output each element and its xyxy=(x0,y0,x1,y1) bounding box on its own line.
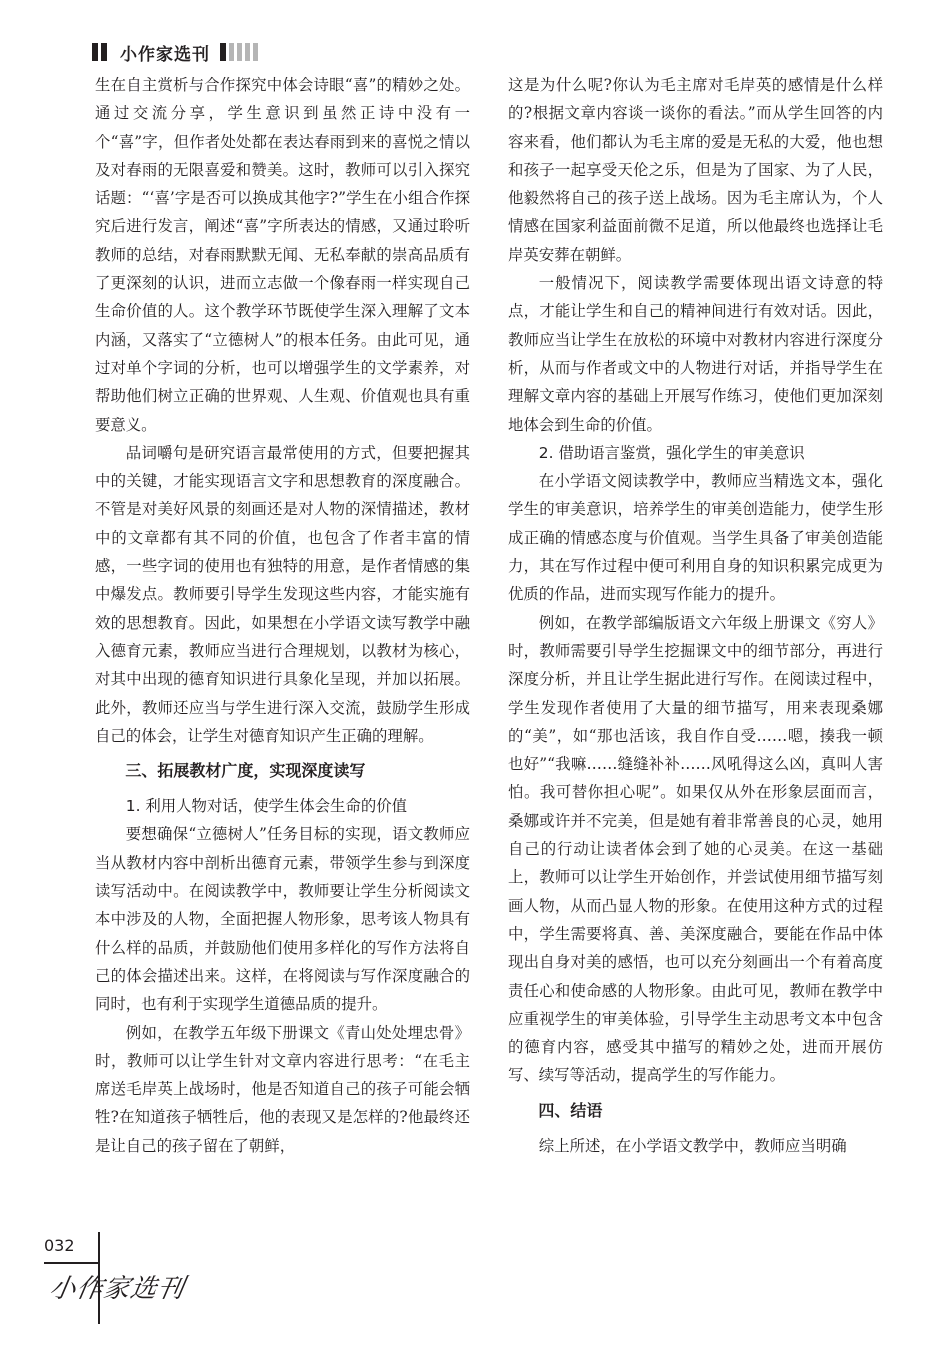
header-bar xyxy=(220,43,226,61)
running-header xyxy=(92,40,271,64)
paragraph: 品词嚼句是研究语言最常使用的方式，但要把握其中的关键，才能实现语言文字和思想教育的深度融合。不管是对美好风景的刻画还是对人物的深情描述，教材中的文章都有其不同的价值，也包含了作者丰富的情感，一些字词的使用也有独特的用意，是作者情感的集中爆发点。教师要引导学生发现这些内容，才能实施有效的思想教育。因此，如果想在小学语文读写教学中融入德育元素，教师应当进行合理规划，以教材为核心，对其中出现的德育知识进行具象化呈现，并加以拓展。此外，教师还应当与学生进行深入交流，鼓励学生形成自己的体会，让学生对德育知识产生正确的理解。 xyxy=(95,443,470,745)
subsection-heading: 1. 利用人物对话，使学生体会生命的价值 xyxy=(125,797,408,816)
paragraph: 例如，在教学五年级下册课文《青山处处埋忠骨》时，教师可以让学生针对文章内容进行思考：“在毛主席送毛岸英上战场时，他是否知道自己的孩子可能会牺牲?在知道孩子牺牲后，他的表现又是怎样的?他最终还是让自己的孩子留在了朝鲜， xyxy=(95,1023,470,1155)
header-bar xyxy=(237,43,242,61)
footer-rule xyxy=(44,1262,100,1264)
header-bar xyxy=(229,43,234,61)
header-bar xyxy=(253,43,258,61)
paragraph: 在小学语文阅读教学中，教师应当精选文本，强化学生的审美意识，培养学生的审美创造能力，使学生形成正确的情感态度与价值观。当学生具备了审美创造能力，其在写作过程中便可利用自身的知识积累完成更为优质的作品，进而实现写作能力的提升。 xyxy=(508,472,883,604)
paragraph: 生在自主赏析与合作探究中体会诗眼“喜”的精妙之处。通过交流分享，学生意识到虽然正诗中没有一个“喜”字，但作者处处都在表达春雨到来的喜悦之情以及对春雨的无限喜爱和赞美。这时，教师可以引入探究话题：“‘喜’字是否可以换成其他字?”学生在小组合作探究后进行发言，阐述“喜”字所表达的情感，又通过聆听教师的总结，对春雨默默无闻、无私奉献的崇高品质有了更深刻的认识，进而立志做一个像春雨一样实现自己生命价值的人。这个教学环节既使学生深入理解了文本内涵，又落实了“立德树人”的根本任务。由此可见，通过对单个字词的分析，也可以增强学生的文学素养，对帮助他们树立正确的世界观、人生观、价值观也具有重要意义。 xyxy=(95,76,470,434)
subsection-heading: 2. 借助语言鉴赏，强化学生的审美意识 xyxy=(538,443,805,462)
page-number: 032 xyxy=(44,1236,75,1255)
section-heading: 三、拓展教材广度，实现深度读写 xyxy=(125,761,366,781)
header-bars-right xyxy=(220,43,261,61)
section-heading: 四、结语 xyxy=(538,1100,603,1120)
right-column xyxy=(508,71,883,1160)
header-bar xyxy=(101,43,107,61)
paragraph: 综上所述，在小学语文教学中，教师应当明确 xyxy=(538,1136,847,1155)
paragraph: 例如，在教学部编版语文六年级上册课文《穷人》时，教师需要引导学生挖掘课文中的细节部分，再进行深度分析，并且让学生据此进行写作。在阅读过程中，学生发现作者使用了大量的细节描写，用来表现桑娜的“美”，如“那也活该，我自作自受……嗯，揍我一顿也好”“我嘛……缝缝补补……风吼得这么凶，真叫人害怕。我可替你担心呢”。如果仅从外在形象层面而言，桑娜或许并不完美，但是她有着非常善良的心灵，她用自己的行动让读者体会到了她的心灵美。在这一基础上，教师可以让学生开始创作，并尝试使用细节描写刻画人物，从而凸显人物的形象。在使用这种方式的过程中，学生需要将真、善、美深度融合，要能在作品中体现出自身对美的感悟，也可以充分刻画出一个有着高度责任心和使命感的人物形象。由此可见，教师在教学中应重视学生的审美体验，引导学生主动思考文本中包含的德育内容，感受其中描写的精妙之处，进而开展仿写、续写等活动，提高学生的写作能力。 xyxy=(508,613,883,1085)
header-bars-left xyxy=(92,43,110,61)
paragraph: 要想确保“立德树人”任务目标的实现，语文教师应当从教材内容中剖析出德育元素，带领学生参与到深度读写活动中。在阅读教学中，教师要让学生分析阅读文本中涉及的人物，全面把握人物形象，思考该人物具有什么样的品质，并鼓励他们使用多样化的写作方法将自己的体会描述出来。这样，在将阅读与写作深度融合的同时，也有利于实现学生道德品质的提升。 xyxy=(95,825,470,1014)
left-column xyxy=(95,71,470,1160)
paragraph: 这是为什么呢?你认为毛主席对毛岸英的感情是什么样的?根据文章内容谈一谈你的看法。”而从学生回答的内容来看，他们都认为毛主席的爱是无私的大爱，他也想和孩子一起享受天伦之乐，但是为了国家、为了人民，他毅然将自己的孩子送上战场。因为毛主席认为，个人情感在国家利益面前微不足道，所以他最终也选择让毛岸英安葬在朝鲜。 xyxy=(508,76,883,264)
header-bar xyxy=(92,43,98,61)
journal-logo: 小作家选刊 xyxy=(46,1274,188,1304)
header-bar xyxy=(245,43,250,61)
journal-title: 小作家选刊 xyxy=(120,44,210,65)
paragraph: 一般情况下，阅读教学需要体现出语文诗意的特点，才能让学生和自己的精神间进行有效对话。因此，教师应当让学生在放松的环境中对教材内容进行深度分析，从而与作者或文中的人物进行对话，并指导学生在理解文章内容的基础上开展写作练习，使他们更加深刻地体会到生命的价值。 xyxy=(508,274,883,434)
